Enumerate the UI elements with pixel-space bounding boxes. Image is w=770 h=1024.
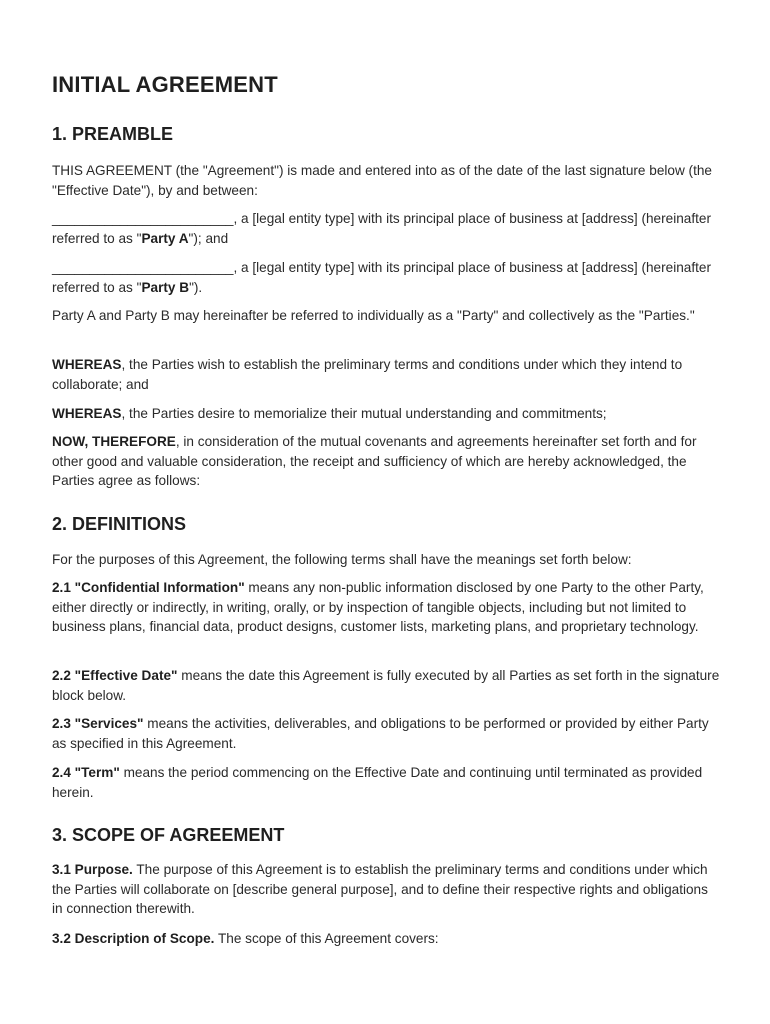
now-therefore-lead: NOW, THEREFORE	[52, 434, 176, 449]
definition-text: means the period commencing on the Effective Date and continuing until terminated as provided herein.	[52, 765, 703, 800]
party-b-paragraph	[52, 258, 722, 297]
definition-term: 2.4 "Term"	[52, 765, 120, 780]
scope-text: The purpose of this Agreement is to establish the preliminary terms and conditions under which the Parties will collaborate on [describe general purpose], and to define their respective rights and obligations in connection therewith.	[52, 862, 708, 916]
party-a-post: "); and	[188, 230, 229, 246]
definition-text: means the activities, deliverables, and obligations to be performed or provided by either Party as specified in this Agreement.	[52, 716, 709, 751]
definition-term: 2.3 "Services"	[52, 716, 144, 731]
definition-text: means any non-public information disclosed by one Party to the other Party, either directly or indirectly, in writing, orally, or by inspection of tangible objects, including but not limited to business plans, financial data, product designs, customer lists, marketing plans, and proprietary technology.	[52, 580, 704, 634]
definition-item	[52, 666, 722, 705]
section-heading-scope: 3. SCOPE OF AGREEMENT	[52, 825, 285, 845]
party-a-name: Party A	[141, 230, 189, 246]
party-a-pre: ________________________, a [legal entity type] with its principal place of business at [address] (hereinafter referred to as "	[52, 211, 711, 246]
definition-term: 2.1 "Confidential Information"	[52, 580, 245, 595]
party-b-name: Party B	[141, 279, 190, 295]
whereas-clause-1	[52, 355, 722, 394]
party-a-paragraph	[52, 209, 722, 248]
section-heading-preamble: 1. PREAMBLE	[52, 124, 174, 144]
definition-item	[52, 763, 722, 802]
now-therefore-clause	[52, 432, 722, 491]
preamble-intro: THIS AGREEMENT (the "Agreement") is made and entered into as of the date of the last signature below (the "Effective Date"), by and between:	[52, 163, 712, 198]
whereas-1-lead: WHEREAS	[52, 357, 122, 372]
definition-term: 2.2 "Effective Date"	[52, 668, 178, 683]
scope-text: The scope of this Agreement covers:	[214, 931, 439, 946]
whereas-1-text: , the Parties wish to establish the preliminary terms and conditions under which they intend to collaborate; and	[52, 357, 683, 392]
section-heading-definitions: 2. DEFINITIONS	[52, 514, 187, 534]
definition-item	[52, 578, 722, 637]
document-title: INITIAL AGREEMENT	[52, 72, 278, 97]
definitions-intro: For the purposes of this Agreement, the following terms shall have the meanings set forth below:	[52, 552, 632, 567]
parties-note: Party A and Party B may hereinafter be referred to individually as a "Party" and collectively as the "Parties."	[52, 308, 695, 323]
now-therefore-text: , in consideration of the mutual covenants and agreements hereinafter set forth and for other good and valuable consideration, the receipt and sufficiency of which are hereby acknowledged, the Parties agree as follows:	[52, 434, 697, 488]
whereas-2-lead: WHEREAS	[52, 406, 122, 421]
scope-item	[52, 929, 722, 949]
whereas-clause-2	[52, 404, 722, 424]
scope-term: 3.1 Purpose.	[52, 862, 133, 877]
scope-item	[52, 860, 722, 919]
party-b-post: ").	[189, 279, 203, 295]
party-b-pre: ________________________, a [legal entity type] with its principal place of business at [address] (hereinafter referred to as "	[52, 260, 711, 295]
definition-text: means the date this Agreement is fully executed by all Parties as set forth in the signature block below.	[52, 668, 720, 703]
scope-term: 3.2 Description of Scope.	[52, 931, 215, 946]
whereas-2-text: , the Parties desire to memorialize their mutual understanding and commitments;	[121, 406, 607, 421]
definition-item	[52, 714, 722, 753]
